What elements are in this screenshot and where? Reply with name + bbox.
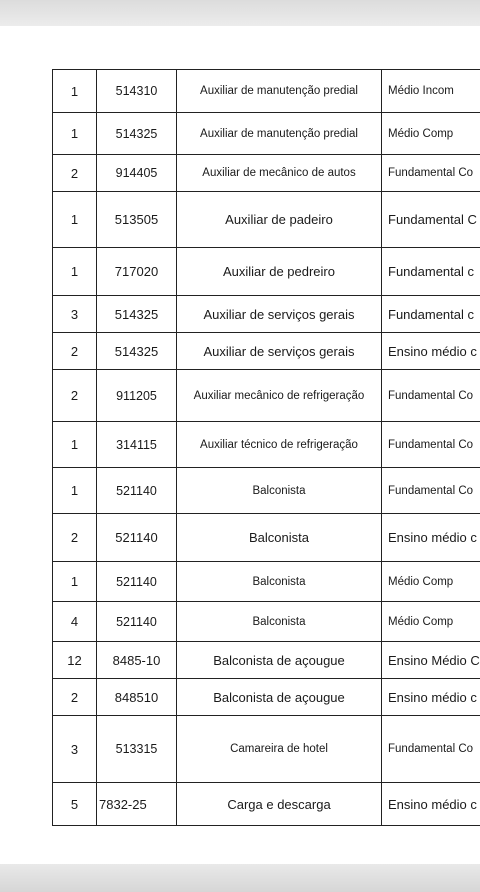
table-row xyxy=(53,155,480,192)
quantity-cell: 2 xyxy=(53,679,97,716)
cbo-code-cell: 314115 xyxy=(97,422,177,468)
education-cell: Ensino médio c xyxy=(382,783,480,826)
table-row xyxy=(53,296,480,333)
quantity-cell: 1 xyxy=(53,192,97,248)
cbo-code-cell: 848510 xyxy=(97,679,177,716)
quantity-cell: 1 xyxy=(53,562,97,602)
education-cell: Ensino Médio C xyxy=(382,642,480,679)
job-title-cell: Auxiliar mecânico de refrigeração xyxy=(177,370,382,422)
cbo-code-cell: 521140 xyxy=(97,602,177,642)
education-cell: Médio Incom xyxy=(382,70,480,113)
education-cell: Fundamental Co xyxy=(382,468,480,514)
job-title-cell: Balconista de açougue xyxy=(177,642,382,679)
quantity-cell: 3 xyxy=(53,716,97,783)
table-row xyxy=(53,422,480,468)
quantity-cell: 12 xyxy=(53,642,97,679)
table-row xyxy=(53,468,480,514)
table-row xyxy=(53,562,480,602)
quantity-cell: 1 xyxy=(53,113,97,155)
job-title-cell: Camareira de hotel xyxy=(177,716,382,783)
quantity-cell: 4 xyxy=(53,602,97,642)
table-row xyxy=(53,642,480,679)
job-title-cell: Auxiliar técnico de refrigeração xyxy=(177,422,382,468)
quantity-cell: 3 xyxy=(53,296,97,333)
table-row xyxy=(53,514,480,562)
job-title-cell: Balconista xyxy=(177,602,382,642)
education-cell: Ensino médio c xyxy=(382,514,480,562)
table-body xyxy=(53,70,480,826)
table-row xyxy=(53,70,480,113)
education-cell: Fundamental C xyxy=(382,192,480,248)
education-cell: Fundamental Co xyxy=(382,422,480,468)
quantity-cell: 1 xyxy=(53,422,97,468)
table-row xyxy=(53,602,480,642)
table-row xyxy=(53,192,480,248)
cbo-code-cell: 521140 xyxy=(97,562,177,602)
education-cell: Ensino médio c xyxy=(382,679,480,716)
job-title-cell: Auxiliar de serviços gerais xyxy=(177,296,382,333)
job-title-cell: Auxiliar de serviços gerais xyxy=(177,333,382,370)
bottom-shadow-band xyxy=(0,864,480,892)
table-row xyxy=(53,248,480,296)
cbo-code-cell: 513315 xyxy=(97,716,177,783)
job-title-cell: Auxiliar de mecânico de autos xyxy=(177,155,382,192)
table-row xyxy=(53,333,480,370)
quantity-cell: 5 xyxy=(53,783,97,826)
cbo-code-cell: 914405 xyxy=(97,155,177,192)
education-cell: Médio Comp xyxy=(382,602,480,642)
quantity-cell: 2 xyxy=(53,514,97,562)
top-shadow-band xyxy=(0,0,480,26)
cbo-code-cell: 911205 xyxy=(97,370,177,422)
quantity-cell: 2 xyxy=(53,155,97,192)
education-cell: Fundamental Co xyxy=(382,716,480,783)
cbo-code-cell: 7832-25 xyxy=(97,783,177,826)
table-row xyxy=(53,679,480,716)
cbo-code-cell: 514325 xyxy=(97,333,177,370)
job-title-cell: Balconista xyxy=(177,468,382,514)
cbo-code-cell: 521140 xyxy=(97,468,177,514)
quantity-cell: 1 xyxy=(53,248,97,296)
cbo-code-cell: 514325 xyxy=(97,296,177,333)
cbo-code-cell: 514310 xyxy=(97,70,177,113)
cbo-code-cell: 513505 xyxy=(97,192,177,248)
education-cell: Fundamental Co xyxy=(382,370,480,422)
quantity-cell: 2 xyxy=(53,333,97,370)
job-title-cell: Auxiliar de manutenção predial xyxy=(177,70,382,113)
quantity-cell: 1 xyxy=(53,70,97,113)
quantity-cell: 1 xyxy=(53,468,97,514)
quantity-cell: 2 xyxy=(53,370,97,422)
cbo-code-cell: 521140 xyxy=(97,514,177,562)
cbo-code-cell: 717020 xyxy=(97,248,177,296)
table-row xyxy=(53,370,480,422)
education-cell: Médio Comp xyxy=(382,562,480,602)
table-row xyxy=(53,113,480,155)
job-title-cell: Balconista xyxy=(177,562,382,602)
education-cell: Fundamental c xyxy=(382,296,480,333)
job-title-cell: Auxiliar de manutenção predial xyxy=(177,113,382,155)
cbo-code-cell: 514325 xyxy=(97,113,177,155)
education-cell: Fundamental c xyxy=(382,248,480,296)
table-row xyxy=(53,783,480,826)
education-cell: Ensino médio c xyxy=(382,333,480,370)
cbo-code-cell: 8485-10 xyxy=(97,642,177,679)
education-cell: Médio Comp xyxy=(382,113,480,155)
job-title-cell: Balconista xyxy=(177,514,382,562)
education-cell: Fundamental Co xyxy=(382,155,480,192)
job-title-cell: Balconista de açougue xyxy=(177,679,382,716)
job-title-cell: Auxiliar de pedreiro xyxy=(177,248,382,296)
table-row xyxy=(53,716,480,783)
job-openings-table xyxy=(52,69,480,826)
job-title-cell: Carga e descarga xyxy=(177,783,382,826)
job-title-cell: Auxiliar de padeiro xyxy=(177,192,382,248)
